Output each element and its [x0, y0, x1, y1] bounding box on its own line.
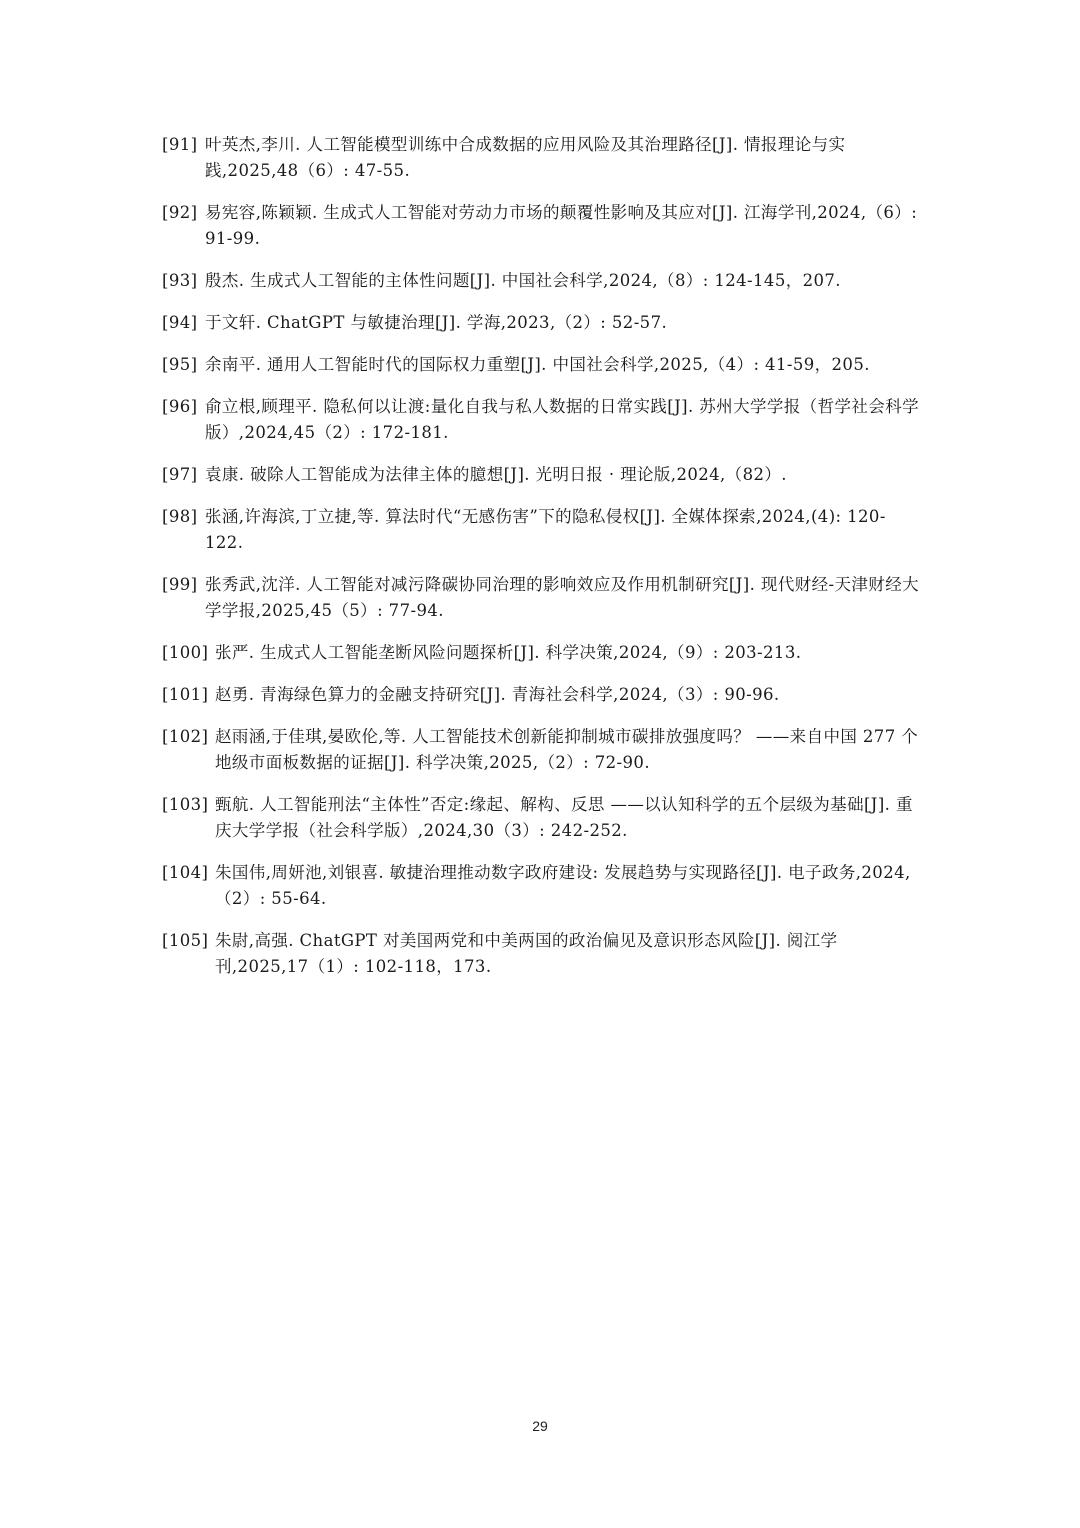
reference-text: 殷杰. 生成式人工智能的主体性问题[J]. 中国社会科学,2024,（8）: 124-145，207. [205, 271, 841, 290]
reference-text: 于文轩. ChatGPT 与敏捷治理[J]. 学海,2023,（2）: 52-57. [205, 313, 668, 332]
reference-item [162, 860, 922, 912]
reference-text: 余南平. 通用人工智能时代的国际权力重塑[J]. 中国社会科学,2025,（4）: 41-59，205. [205, 355, 870, 374]
reference-text: 张严. 生成式人工智能垄断风险问题探析[J]. 科学决策,2024,（9）: 203-213. [215, 643, 802, 662]
reference-number: [103] [162, 795, 209, 814]
reference-item [162, 724, 922, 776]
reference-number: [91] [162, 135, 198, 154]
reference-number: [98] [162, 507, 198, 526]
reference-text: 袁康. 破除人工智能成为法律主体的臆想[J]. 光明日报 · 理论版,2024,（82）. [205, 465, 787, 484]
reference-number: [92] [162, 203, 198, 222]
reference-text: 俞立根,顾理平. 隐私何以让渡:量化自我与私人数据的日常实践[J]. 苏州大学学报（哲学社会科学版）,2024,45（2）: 172-181. [205, 397, 919, 442]
reference-text: 赵雨涵,于佳琪,晏欧伦,等. 人工智能技术创新能抑制城市碳排放强度吗？ ——来自中国 277 个地级市面板数据的证据[J]. 科学决策,2025,（2）: 72-90. [215, 727, 919, 772]
reference-text: 易宪容,陈颖颖. 生成式人工智能对劳动力市场的颠覆性影响及其应对[J]. 江海学刊,2024,（6）: 91-99. [205, 203, 918, 248]
reference-text: 甄航. 人工智能刑法“主体性”否定:缘起、解构、反思 ——以认知科学的五个层级为基础[J]. 重庆大学学报（社会科学版）,2024,30（3）: 242-252. [215, 795, 913, 840]
reference-item [162, 310, 922, 336]
reference-item [162, 462, 922, 488]
reference-number: [95] [162, 355, 198, 374]
reference-number: [100] [162, 643, 209, 662]
reference-text: 朱国伟,周妍池,刘银喜. 敏捷治理推动数字政府建设: 发展趋势与实现路径[J]. 电子政务,2024,（2）: 55-64. [215, 863, 911, 908]
reference-text: 朱尉,高强. ChatGPT 对美国两党和中美两国的政治偏见及意识形态风险[J]. 阅江学刊,2025,17（1）: 102-118，173. [215, 931, 838, 976]
reference-number: [101] [162, 685, 209, 704]
reference-text: 张涵,许海滨,丁立捷,等. 算法时代“无感伤害”下的隐私侵权[J]. 全媒体探索,2024,(4): 120-122. [205, 507, 886, 552]
reference-number: [94] [162, 313, 198, 332]
reference-number: [99] [162, 575, 198, 594]
reference-item [162, 792, 922, 844]
reference-number: [93] [162, 271, 198, 290]
reference-number: [97] [162, 465, 198, 484]
reference-text: 张秀武,沈洋. 人工智能对减污降碳协同治理的影响效应及作用机制研究[J]. 现代财经-天津财经大学学报,2025,45（5）: 77-94. [205, 575, 919, 620]
reference-list [162, 132, 922, 996]
reference-item [162, 132, 922, 184]
reference-item [162, 200, 922, 252]
reference-number: [102] [162, 727, 209, 746]
reference-item [162, 504, 922, 556]
reference-item [162, 268, 922, 294]
reference-number: [96] [162, 397, 198, 416]
reference-item [162, 352, 922, 378]
reference-text: 赵勇. 青海绿色算力的金融支持研究[J]. 青海社会科学,2024,（3）: 90-96. [215, 685, 780, 704]
reference-item [162, 682, 922, 708]
reference-item [162, 928, 922, 980]
reference-number: [105] [162, 931, 209, 950]
reference-item [162, 572, 922, 624]
page-number: 29 [532, 1418, 548, 1434]
reference-text: 叶英杰,李川. 人工智能模型训练中合成数据的应用风险及其治理路径[J]. 情报理论与实践,2025,48（6）: 47-55. [205, 135, 846, 180]
reference-number: [104] [162, 863, 209, 882]
reference-item [162, 394, 922, 446]
reference-item [162, 640, 922, 666]
